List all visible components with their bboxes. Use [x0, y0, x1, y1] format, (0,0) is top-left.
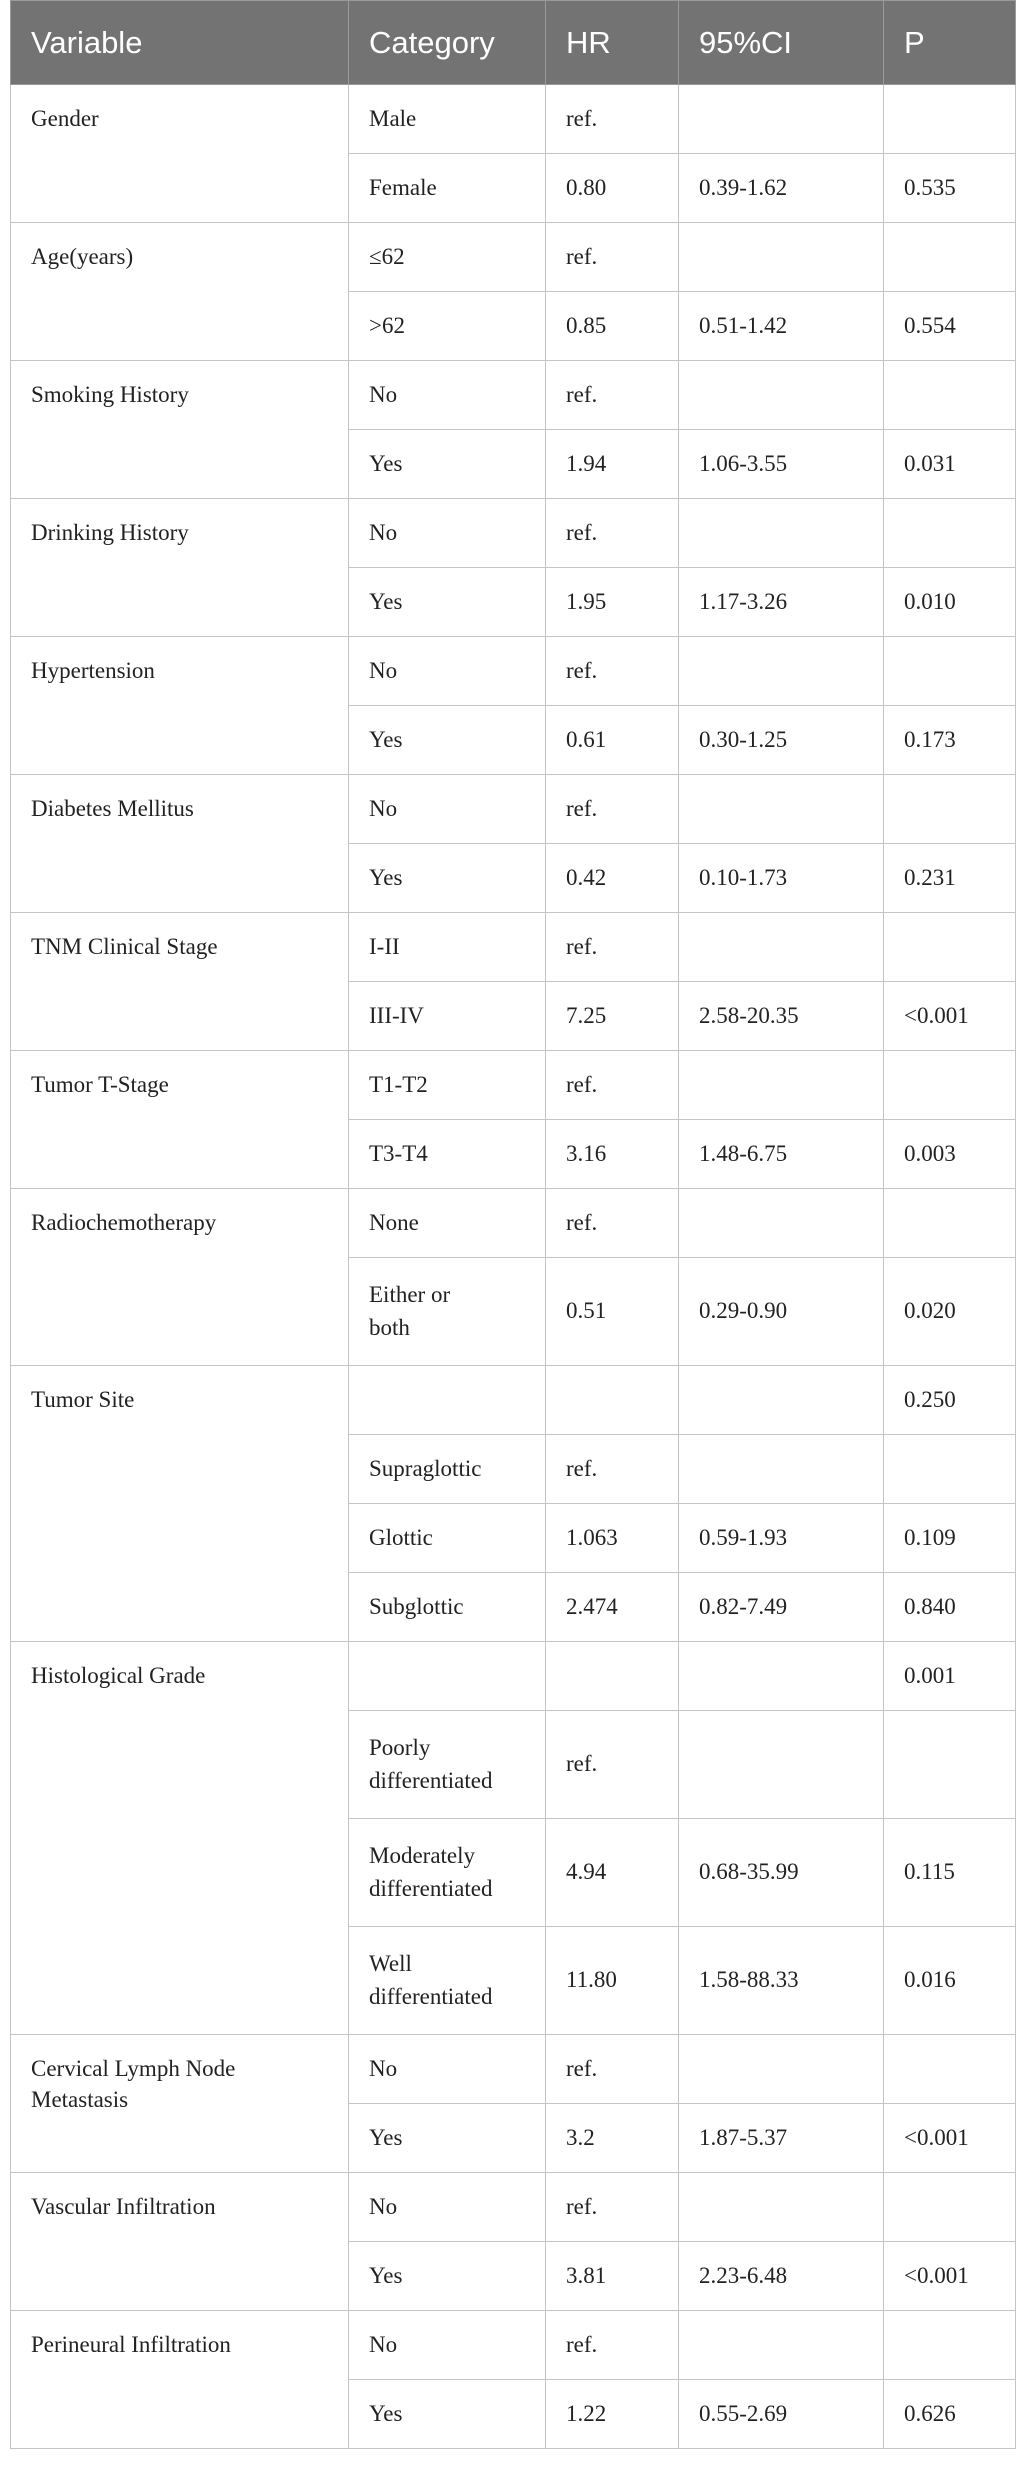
p-value-cell: [884, 637, 1016, 706]
table-row: [11, 2311, 1016, 2380]
hr-cell: ref.: [546, 2035, 679, 2104]
ci-cell: 1.58-88.33: [679, 1927, 884, 2035]
ci-cell: 0.51-1.42: [679, 292, 884, 361]
hr-cell: 1.95: [546, 568, 679, 637]
variable-cell: Histological Grade: [11, 1642, 349, 2035]
category-cell: No: [349, 637, 546, 706]
hr-cell: 1.063: [546, 1504, 679, 1573]
category-cell: No: [349, 499, 546, 568]
p-value-cell: 0.115: [884, 1819, 1016, 1927]
p-value-cell: 0.003: [884, 1120, 1016, 1189]
table-row: [11, 637, 1016, 706]
hr-cell: ref.: [546, 85, 679, 154]
table-row: [11, 223, 1016, 292]
hr-cell: 0.61: [546, 706, 679, 775]
p-value-cell: 0.109: [884, 1504, 1016, 1573]
category-cell: Yes: [349, 568, 546, 637]
table-row: [11, 85, 1016, 154]
hr-cell: [546, 1642, 679, 1711]
p-value-cell: <0.001: [884, 982, 1016, 1051]
category-cell: [349, 1642, 546, 1711]
category-cell: No: [349, 2173, 546, 2242]
category-cell: [349, 1819, 546, 1927]
table-row: [11, 1051, 1016, 1120]
p-value-cell: [884, 2035, 1016, 2104]
category-cell: No: [349, 361, 546, 430]
hr-cell: [546, 1366, 679, 1435]
category-cell: ≤62: [349, 223, 546, 292]
p-value-cell: [884, 2173, 1016, 2242]
table-row: [11, 2035, 1016, 2104]
category-label-line: differentiated: [369, 1983, 493, 2009]
hr-cell: ref.: [546, 637, 679, 706]
variable-cell: [11, 2035, 349, 2173]
category-cell: [349, 1258, 546, 1366]
ci-cell: [679, 2173, 884, 2242]
hr-cell: ref.: [546, 913, 679, 982]
p-value-cell: [884, 1189, 1016, 1258]
variable-cell: Perineural Infiltration: [11, 2311, 349, 2449]
hr-cell: 2.474: [546, 1573, 679, 1642]
variable-label-line: Metastasis: [31, 2087, 129, 2113]
ci-cell: [679, 223, 884, 292]
ci-cell: [679, 2311, 884, 2380]
table-row: [11, 1642, 1016, 1711]
category-cell: T3-T4: [349, 1120, 546, 1189]
p-value-cell: 0.031: [884, 430, 1016, 499]
table-row: [11, 361, 1016, 430]
ci-cell: [679, 1642, 884, 1711]
hr-cell: 1.94: [546, 430, 679, 499]
header-row: [11, 1, 1016, 85]
category-cell: Supraglottic: [349, 1435, 546, 1504]
variable-cell: Age(years): [11, 223, 349, 361]
variable-cell: Drinking History: [11, 499, 349, 637]
ci-cell: [679, 361, 884, 430]
table-header: [11, 1, 1016, 85]
p-value-cell: <0.001: [884, 2242, 1016, 2311]
variable-cell: Hypertension: [11, 637, 349, 775]
category-cell: None: [349, 1189, 546, 1258]
variable-cell: Vascular Infiltration: [11, 2173, 349, 2311]
category-cell: Yes: [349, 430, 546, 499]
table-row: [11, 913, 1016, 982]
table-row: [11, 1366, 1016, 1435]
p-value-cell: [884, 1711, 1016, 1819]
p-value-cell: 0.554: [884, 292, 1016, 361]
ci-cell: 2.58-20.35: [679, 982, 884, 1051]
category-label-line: Either or: [369, 1282, 451, 1308]
table-row: [11, 499, 1016, 568]
category-cell: Yes: [349, 2104, 546, 2173]
p-value-cell: 0.535: [884, 154, 1016, 223]
ci-cell: 1.48-6.75: [679, 1120, 884, 1189]
header-variable: Variable: [11, 1, 349, 85]
p-value-cell: [884, 223, 1016, 292]
category-cell: No: [349, 775, 546, 844]
ci-cell: 1.06-3.55: [679, 430, 884, 499]
p-value-cell: 0.840: [884, 1573, 1016, 1642]
hr-cell: 3.2: [546, 2104, 679, 2173]
header-p: P: [884, 1, 1016, 85]
hr-cell: 3.81: [546, 2242, 679, 2311]
header-ci: 95%CI: [679, 1, 884, 85]
ci-cell: [679, 85, 884, 154]
ci-cell: 0.82-7.49: [679, 1573, 884, 1642]
hr-cell: 0.42: [546, 844, 679, 913]
ci-cell: [679, 913, 884, 982]
ci-cell: 0.30-1.25: [679, 706, 884, 775]
ci-cell: [679, 1711, 884, 1819]
category-cell: Subglottic: [349, 1573, 546, 1642]
table-row: [11, 2173, 1016, 2242]
ci-cell: 1.17-3.26: [679, 568, 884, 637]
category-cell: No: [349, 2311, 546, 2380]
hr-cell: 3.16: [546, 1120, 679, 1189]
ci-cell: 0.29-0.90: [679, 1258, 884, 1366]
variable-cell: Tumor T-Stage: [11, 1051, 349, 1189]
ci-cell: [679, 1435, 884, 1504]
hr-cell: ref.: [546, 1189, 679, 1258]
category-cell: Yes: [349, 706, 546, 775]
hr-cell: 0.85: [546, 292, 679, 361]
category-cell: Glottic: [349, 1504, 546, 1573]
ci-cell: [679, 499, 884, 568]
category-label-line: differentiated: [369, 1875, 493, 1901]
category-cell: Male: [349, 85, 546, 154]
category-label-line: Well: [369, 1951, 412, 1977]
category-label-line: differentiated: [369, 1767, 493, 1793]
hr-cell: ref.: [546, 1435, 679, 1504]
p-value-cell: [884, 775, 1016, 844]
category-cell: [349, 1366, 546, 1435]
variable-cell: Radiochemotherapy: [11, 1189, 349, 1366]
hr-cell: 0.80: [546, 154, 679, 223]
hr-cell: ref.: [546, 1051, 679, 1120]
category-cell: [349, 1927, 546, 2035]
ci-cell: 0.55-2.69: [679, 2380, 884, 2449]
category-label-line: Moderately: [369, 1843, 476, 1869]
category-label-line: Poorly: [369, 1735, 431, 1761]
hr-cell: ref.: [546, 223, 679, 292]
ci-cell: 1.87-5.37: [679, 2104, 884, 2173]
table-body: [11, 85, 1016, 2449]
category-cell: >62: [349, 292, 546, 361]
ci-cell: [679, 2035, 884, 2104]
variable-label-line: Cervical Lymph Node: [31, 2056, 236, 2081]
hr-cell: 0.51: [546, 1258, 679, 1366]
variable-cell: Diabetes Mellitus: [11, 775, 349, 913]
ci-cell: [679, 775, 884, 844]
p-value-cell: [884, 2311, 1016, 2380]
category-cell: Yes: [349, 2380, 546, 2449]
category-label-line: both: [369, 1314, 410, 1340]
category-cell: I-II: [349, 913, 546, 982]
hr-cell: 4.94: [546, 1819, 679, 1927]
category-cell: [349, 1711, 546, 1819]
variable-cell: Tumor Site: [11, 1366, 349, 1642]
p-value-cell: [884, 85, 1016, 154]
hr-cell: ref.: [546, 361, 679, 430]
hr-cell: 1.22: [546, 2380, 679, 2449]
ci-cell: [679, 1051, 884, 1120]
category-cell: Yes: [349, 844, 546, 913]
p-value-cell: [884, 499, 1016, 568]
results-table-container: [10, 0, 1015, 2449]
ci-cell: 0.39-1.62: [679, 154, 884, 223]
hr-cell: ref.: [546, 1711, 679, 1819]
ci-cell: [679, 1366, 884, 1435]
p-value-cell: <0.001: [884, 2104, 1016, 2173]
category-cell: Female: [349, 154, 546, 223]
category-cell: III-IV: [349, 982, 546, 1051]
table-row: [11, 775, 1016, 844]
p-value-cell: 0.001: [884, 1642, 1016, 1711]
ci-cell: 2.23-6.48: [679, 2242, 884, 2311]
p-value-cell: 0.231: [884, 844, 1016, 913]
hr-cell: 7.25: [546, 982, 679, 1051]
ci-cell: 0.59-1.93: [679, 1504, 884, 1573]
hr-cell: ref.: [546, 2311, 679, 2380]
category-cell: Yes: [349, 2242, 546, 2311]
category-cell: No: [349, 2035, 546, 2104]
ci-cell: [679, 637, 884, 706]
hr-cell: ref.: [546, 2173, 679, 2242]
p-value-cell: [884, 1435, 1016, 1504]
p-value-cell: [884, 361, 1016, 430]
hr-cell: ref.: [546, 499, 679, 568]
ci-cell: 0.68-35.99: [679, 1819, 884, 1927]
p-value-cell: [884, 1051, 1016, 1120]
p-value-cell: 0.626: [884, 2380, 1016, 2449]
table-row: [11, 1189, 1016, 1258]
p-value-cell: 0.016: [884, 1927, 1016, 2035]
header-category: Category: [349, 1, 546, 85]
p-value-cell: 0.250: [884, 1366, 1016, 1435]
variable-cell: Gender: [11, 85, 349, 223]
variable-cell: TNM Clinical Stage: [11, 913, 349, 1051]
p-value-cell: 0.020: [884, 1258, 1016, 1366]
p-value-cell: [884, 913, 1016, 982]
ci-cell: [679, 1189, 884, 1258]
category-cell: T1-T2: [349, 1051, 546, 1120]
header-hr: HR: [546, 1, 679, 85]
hr-cell: ref.: [546, 775, 679, 844]
p-value-cell: 0.010: [884, 568, 1016, 637]
hr-cell: 11.80: [546, 1927, 679, 2035]
ci-cell: 0.10-1.73: [679, 844, 884, 913]
hazard-ratio-table: [10, 0, 1016, 2449]
variable-cell: Smoking History: [11, 361, 349, 499]
p-value-cell: 0.173: [884, 706, 1016, 775]
